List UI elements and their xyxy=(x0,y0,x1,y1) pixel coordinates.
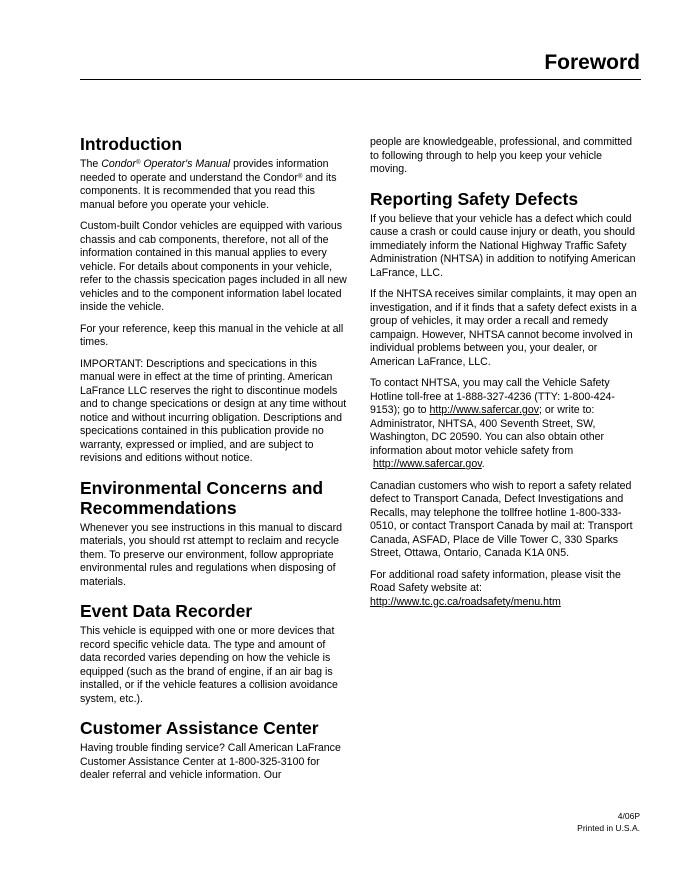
footer-code: 4/06P xyxy=(617,811,640,821)
brand-name: Condor xyxy=(101,158,136,170)
reporting-paragraph-5 xyxy=(370,569,641,610)
nhtsa-text-before: To contact NHTSA, you may call the Vehicle Safety Hotline toll-free at 1-888-327-4236 (TTY: 1-800-424-9153); go to xyxy=(370,377,615,416)
environmental-paragraph: Whenever you see instructions in this manual to discard materials, you should rst attempt to reclaim and recycle them. To preserve our environment, follow appropriate environmental rules and regulations when disposing of materials. xyxy=(80,521,343,588)
page-header xyxy=(80,50,640,76)
left-column xyxy=(80,134,348,791)
right-column xyxy=(370,136,641,617)
safercar-link-2[interactable]: http://www.safercar.gov xyxy=(373,458,482,470)
manual-name: Operator's Manual xyxy=(140,158,231,170)
safercar-link[interactable]: http://www.safercar.gov xyxy=(429,404,540,416)
page-title: Foreword xyxy=(544,51,640,74)
road-safety-text: For additional road safety information, please visit the Road Safety website at: xyxy=(370,568,621,594)
reporting-paragraph-4: Canadian customers who wish to report a safety related defect to Transport Canada, Defect Investigations and Recalls, may telephone the tollfree hotline 1-800-333-0510, or contact Transport Canada by mail at: Transport Canada, ASFAD, Place de Ville Tower C, 330 Sparks Street, Ottawa, Ontario, Canada K1A 0N5. xyxy=(370,479,633,559)
reporting-paragraph-3 xyxy=(370,377,641,472)
reporting-paragraph-1: If you believe that your vehicle has a defect which could cause a crash or could cause injury or death, you should immediately inform the National Highway Traffic Safety Administration (NHTSA) in addition to notifying American LaFrance, LLC. xyxy=(370,212,636,279)
page-footer xyxy=(577,811,640,834)
registered-mark-2: ® xyxy=(297,173,303,180)
intro-text-before: The xyxy=(80,158,102,170)
customer-assistance-heading: Customer Assistance Center xyxy=(80,718,319,738)
introduction-heading: Introduction xyxy=(80,134,183,154)
customer-assistance-continued: people are knowledgeable, professional, and committed to following through to help you keep your vehicle moving. xyxy=(370,136,633,175)
introduction-paragraph-3: For your reference, keep this manual in the vehicle at all times. xyxy=(80,322,344,348)
introduction-paragraph-4: IMPORTANT: Descriptions and specications in this manual were in effect at the time of printing. American LaFrance LLC reserves the right to discontinue models and to change specications or design at any time without notice and without incurring obligation. Descriptions and specications contained in this publication provide no warranty, expressed or implied, and are subject to revisions and editions without notice. xyxy=(80,357,347,464)
manual-title xyxy=(101,158,230,170)
introduction-paragraph-2: Custom-built Condor vehicles are equipped with various chassis and cab components, therefore, not all of the information contained in this manual applies to every vehicle. For details about components in your vehicle, refer to the chassis specication pages included in all new vehicles and to the component information label located inside the vehicle. xyxy=(80,220,347,313)
nhtsa-text-after: ; or write to: Administrator, NHTSA, 400 Seventh Street, SW, Washington, DC 20590. You can also obtain other information about motor vehicle safety from xyxy=(370,404,605,457)
customer-assistance-paragraph: Having trouble finding service? Call American LaFrance Customer Assistance Center at 1-800-325-3100 for dealer referral and vehicle information. Our xyxy=(80,742,341,781)
event-data-heading: Event Data Recorder xyxy=(80,601,253,621)
event-data-paragraph: This vehicle is equipped with one or more devices that record specific vehicle data. The type and amount of data recorded varies depending on how the vehicle is equipped (such as the brand of engine, if an air bag is installed, or if the vehicle features a collision avoidance system, etc.). xyxy=(80,625,338,705)
reporting-paragraph-2: If the NHTSA receives similar complaints, it may open an investigation, and if it finds that a safety defect exists in a group of vehicles, it may order a recall and remedy campaign. However, NHTSA cannot become involved in individual problems between you, your dealer, or American LaFrance, LLC. xyxy=(370,288,637,368)
environmental-heading: Environmental Concerns and Recommendations xyxy=(80,477,324,518)
registered-mark: ® xyxy=(135,160,141,166)
reporting-heading: Reporting Safety Defects xyxy=(370,188,579,209)
footer-printed: Printed in U.S.A. xyxy=(577,822,640,833)
intro-text-middle: provides information needed to operate and understand the Condor xyxy=(80,158,329,184)
intro-text-after: and its components. It is recommended that you read this manual before you operate your vehicle. xyxy=(80,171,337,211)
introduction-paragraph-1 xyxy=(80,158,348,212)
road-safety-link[interactable]: http://www.tc.gc.ca/roadsafety/menu.htm xyxy=(370,595,561,608)
header-rule xyxy=(80,79,641,80)
nhtsa-text-end: . xyxy=(481,458,485,470)
